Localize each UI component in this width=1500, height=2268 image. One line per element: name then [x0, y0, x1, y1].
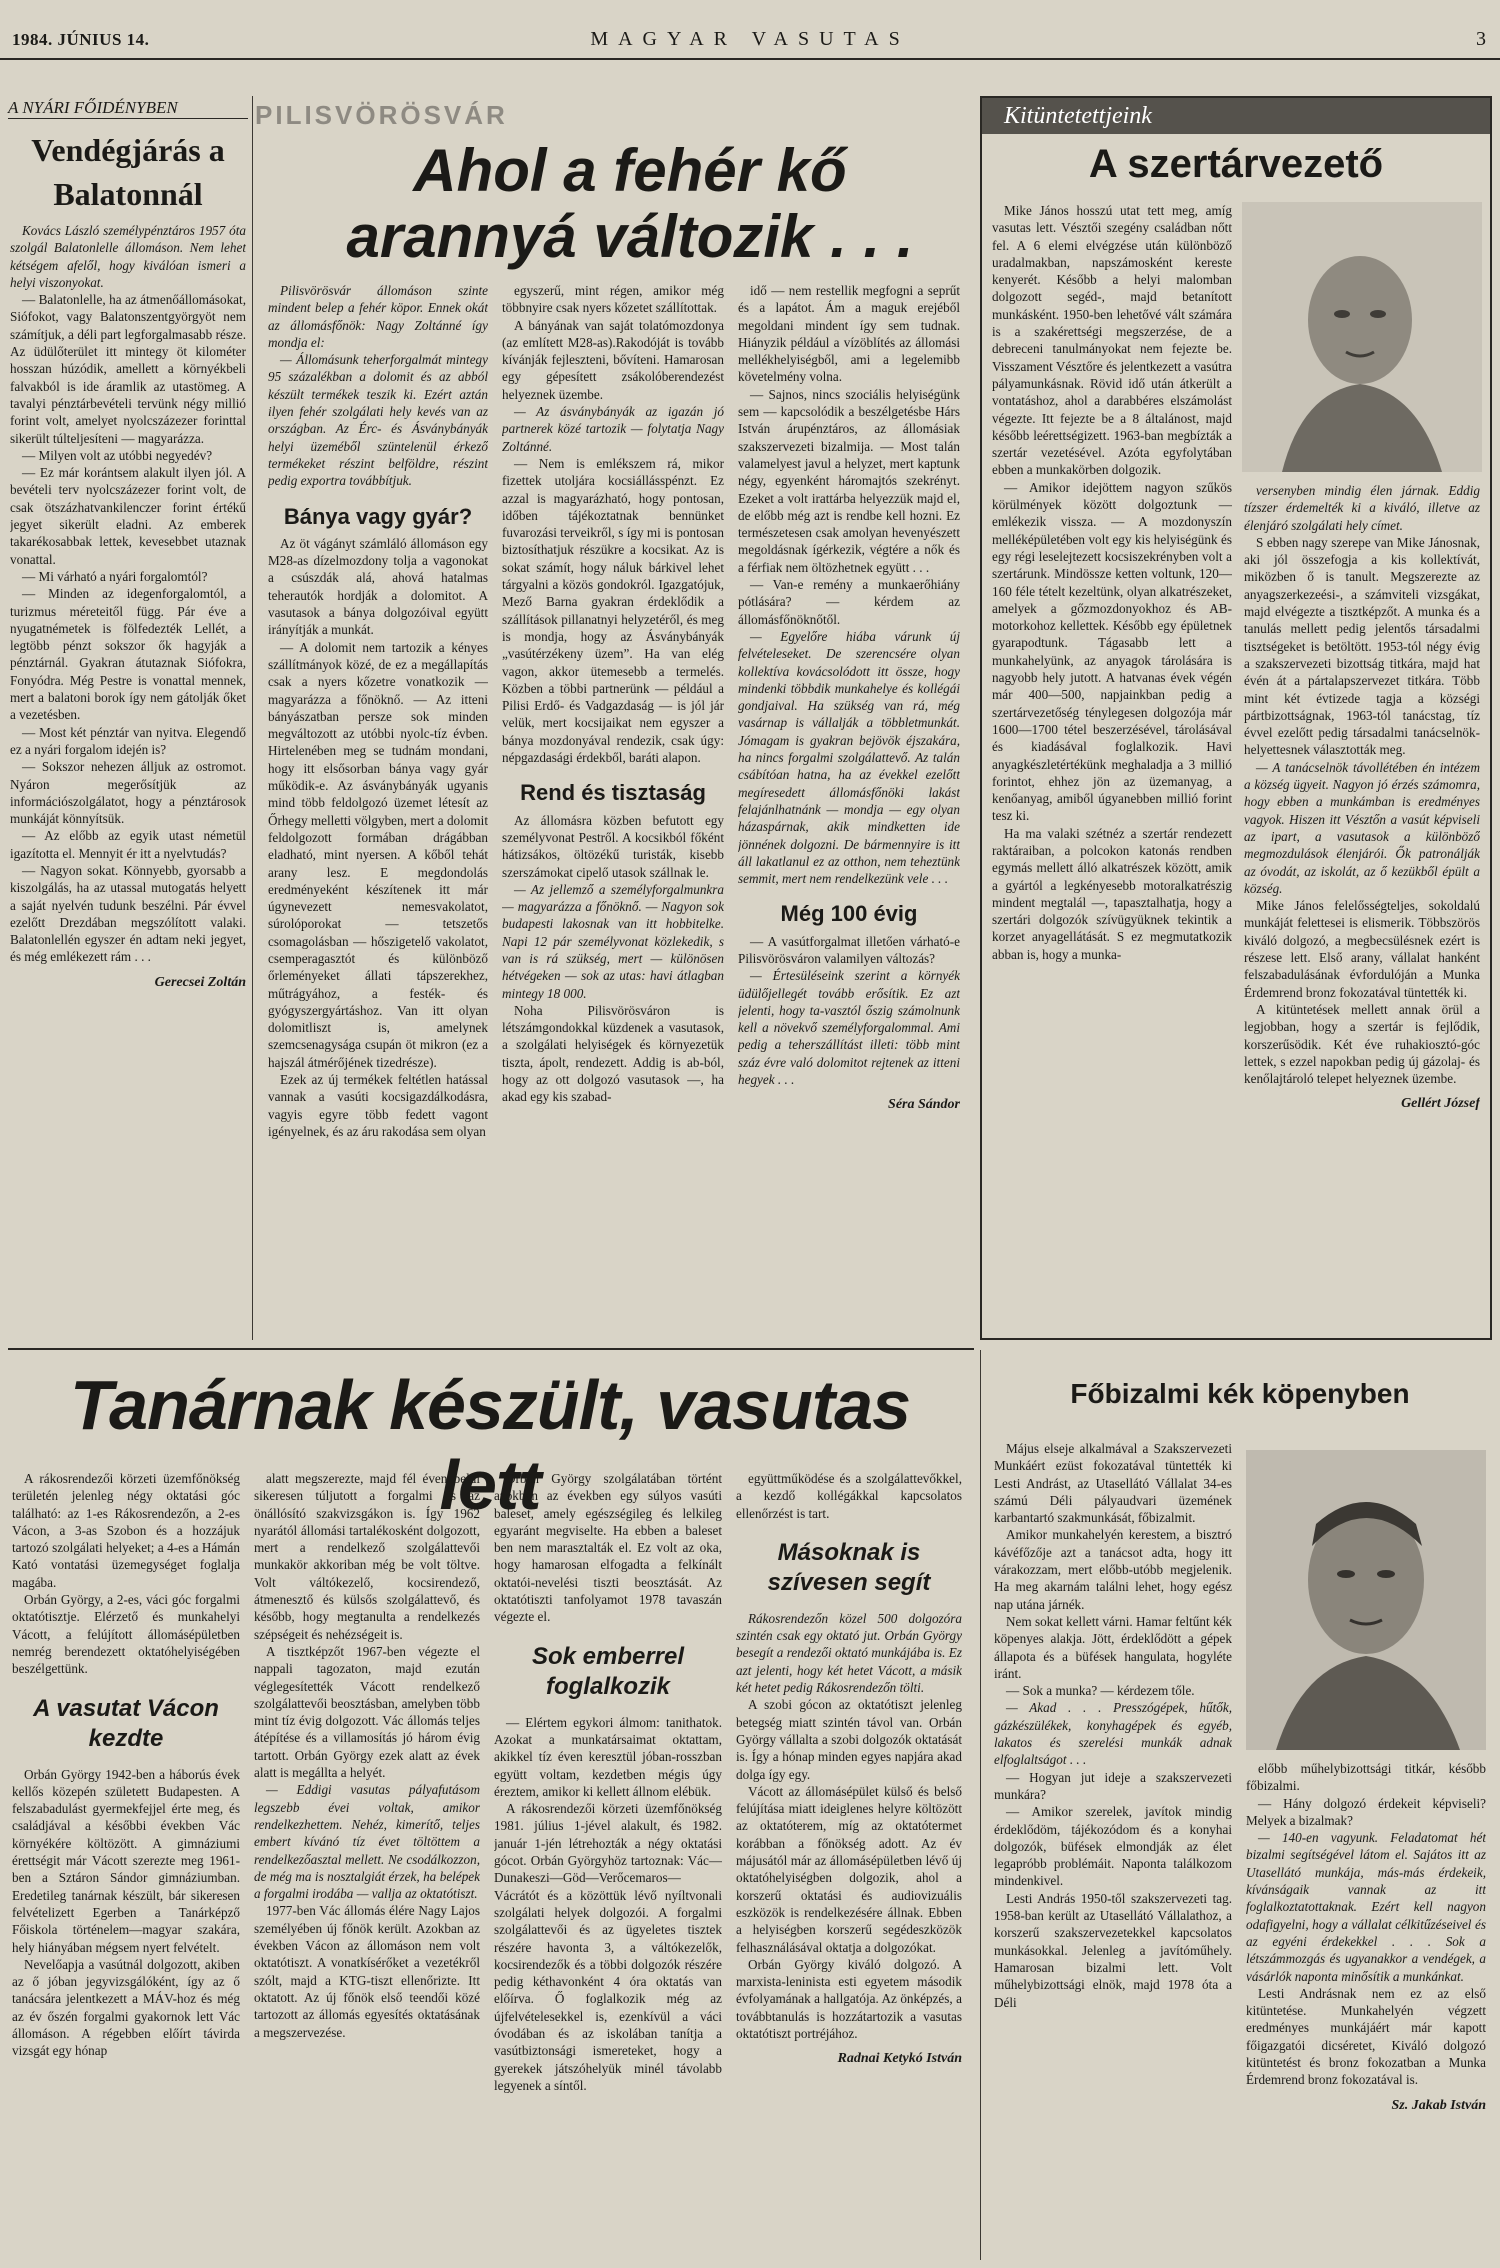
story2-paragraph: — Állomásunk teherforgalmát mintegy 95 százalékban a dolomit és az abból készült termékek teszik ki. Ezért aztán ilyen fehér szolgálati hely kevés van az országban. Az Érc- és Ásványbányák helyi üzeméből szüntelenül érkező termékeket részint belföldre, részint pedig exportra továbbítjuk. — [268, 352, 488, 489]
story1-headline: Vendégjárás a Balatonnál — [31, 132, 225, 212]
story2-column-3 — [738, 282, 960, 1337]
box-paragraph: — Amikor idejöttem nagyon szűkös körülmények között dolgoztunk — emlékezik vissza. — A mozdonyszín melléképületében volt egy kis helyiségünk és egy régi leselejtezett kocsiszekrényben volt a szertárunk. Mindössze ketten voltunk, 120—160 féle tételt kezeltünk, olyan alkatrészeket, amelyek a gőzmozdonyokhoz és AB-motorkohoz kellettek. Később egy épületnek gyarapodtunk. Tágasabb lett a munkahelyünk, az anyagok tárolására is nagyobb hely jutott. A hatvanas évek végén már 400—500, napjainkban pedig a szertárvezetőség ténylegesen dolgozója már 1600—1700 tétel beszerzésével, tárolásával és kiadásával foglalkozik. Havi anyagkészletértékünk meghaladja a 3 millió forintot, ehhez jön az üzemanyag, a kenőanyag, amiből úgyanebben millió forint tesz ki. — [992, 479, 1232, 824]
portrait-photo-2 — [1246, 1450, 1486, 1750]
box2-paragraph: előbb műhelybizottsági titkár, később főbizalmi. — [1246, 1761, 1486, 1794]
story1-paragraph: — Nagyon sokat. Könnyebb, gyorsabb a kiszolgálás, ha az utassal mutogatás helyett a saját nyelvén tudunk beszélni. Pár évvel ezelőtt Drezdában megszólított valaki. Balatonlellén egyszer én adtam neki jegyet, és még emlékezett rám . . . — [10, 862, 246, 965]
story1-paragraph: — Mi várható a nyári forgalomtól? — [22, 568, 208, 584]
story2-paragraph: — A dolomit nem tartozik a kényes szállítmányok közé, de ez a megállapítás csak a nyers kőzetre vonatkozik — magyarázza a főnöknő. — Az itteni bányászatban persze sok minden megváltozott az utóbbi nyolc-tíz évben. Hirtelenében meg se tudnám mondani, hogy itt elsősorban bánya vagy gyár működik-e. Az ásványbányák ugyanis mind több feldolgozó üzemet létesít az Őrhegy melletti völgyben, mert a dolomit feldolgozott formában drágábban eladható, mint nyersen. A kőből tehát arany lesz. E megdondolás eredményeként készítenek itt már úgynevezett nemesvakolatot, súrolóporokat — tetszetős csomagolásban — hőszigetelő vakolatot, csemperagasztót és különböző őrleményeket állati tápszerekhez, műtrágyához, a festék- és gyógyszergyártáshoz. Van itt olyan dolomitliszt is, amelynek szemcsenagysága csupán öt mikron (ez a hajszál átmérőjének tizedrésze). — [268, 639, 488, 1070]
box2-paragraph: — Amikor szerelek, javítok mindig érdeklődöm, tájékozódom és a konyhai dolgozók, büfések elmondják az élet legapróbb problémáit. Naponta találkozom mindenkivel. — [994, 1804, 1232, 1889]
story3-column-4 — [736, 1470, 962, 2260]
story2-subhead-3: Még 100 évig — [780, 901, 918, 927]
story3-paragraph: együttműködése és a szolgálattevőkkel, a kezdő kollégákkal kapcsolatos ellenőrzést is tart. — [736, 1471, 962, 1521]
box2-headline: Főbizalmi kék köpenyben — [1070, 1378, 1410, 1409]
story3-paragraph: A rákosrendezői körzeti üzemfőnökség területén jelenleg négy oktatási góc található: az 1-es Rákosrendezőn, a 2-es Vácon, a 3-as Szobon és a hozzájuk tartozó szolgálati helyeket; a 4-es a Hámán Kató vontatási üzemegységet foglalja magába. — [12, 1471, 240, 1590]
story1-author: Gerecsei Zoltán — [154, 974, 246, 990]
story3-paragraph: Vácott az állomásépület külső és belső felújítása miatt ideiglenes helyre költözött az oktatóterem, míg az oktatótermet korábban a főnökség adott. Az év májusától már az állomásépületben lévő új oktatóhelyiségben dolgozik, ahol a korszerű oktatási és audiovizuális eszközök is rendelkezésére állnak. Ebben a helyiségben korszerű segédeszközök felhasználásával oktatja a dolgozókat. — [736, 1783, 962, 1955]
box-column-1 — [992, 202, 1232, 1330]
column-rule — [252, 96, 253, 1340]
story2-author: Séra Sándor — [888, 1097, 960, 1113]
story1-paragraph: — Ez már korántsem alakult ilyen jól. A bevételi terv nyolcszázezer forint volt, de csak ötszázhatvankilenczer forint értékű jegyet sikerült eladni. Az emberek takarékosabbak lettek, kevesebbet utaznak vonattal. — [10, 465, 246, 567]
box-kicker: Kitüntetettjeink — [982, 98, 1490, 134]
story2-paragraph: Az öt vágányt számláló állomáson egy M28-as dízelmozdony tolja a vagonokat a csúszdák alá, ahová hatalmas teherautók hordják a dolomitot. A vasutasok a bánya dolgozóival együtt irányítják a munkát. — [268, 535, 488, 638]
paper-title: MAGYAR VASUTAS — [590, 28, 910, 50]
box2-paragraph: Nem sokat kellett várni. Hamar feltűnt kék köpenyes alakja. Jött, érdeklődött a gépek állapota és a büfések hangulata, hogyléte iránt. — [994, 1613, 1232, 1681]
box2-column-2 — [1246, 1760, 1486, 2260]
story2-paragraph: Pilisvörösvár állomáson szinte mindent belep a fehér köpor. Ennek okát az állomásfőnök: Nagy Zoltánné így mondja el: — [268, 283, 488, 350]
story3-column-2 — [254, 1470, 480, 2260]
story2-subhead-2: Rend és tisztaság — [520, 780, 706, 806]
page-number: 3 — [1476, 28, 1486, 50]
story3-author: Radnai Ketykó István — [837, 2051, 962, 2067]
story3-paragraph: alatt megszerezte, majd fél éven belül sikeresen túljutott a forgalmi és az önállósító szakvizsgákon is. Így 1962 nyarától állomási tartalékosként dolgozott, mert a rendelkező szolgálattevői munkakör akkoriban még be volt töltve. Volt váltókezelő, kocsirendező, átmenesztő és külsős szolgálattevő, és később, hogy megtanulta a rendelkezés szépségeit és nehézségeit is. — [254, 1471, 480, 1642]
story3-paragraph: — Eddigi vasutas pályafutásom legszebb évei voltak, amikor rendelkezhettem. Nehéz, kimerítő, teljes embert kívánó tíz évet töltöttem a rendelkezőasztal mellett. Ne csodálkozzon, de még ma is nosztalgiát érzek, ha belépek a forgalmi irodába — vallja az oktatótiszt. — [254, 1782, 480, 1902]
story1-paragraph: — Sokszor nehezen álljuk az ostromot. Nyáron megerősítjük az információszolgálatot, hogy a pénztárosok munkáját könnyítsük. — [10, 759, 246, 827]
story1-paragraph: Kovács László személypénztáros 1957 óta szolgál Balatonlelle állomáson. Nem lehet kétségem afelől, hogy kiválóan ismeri a helyi viszonyokat. — [10, 223, 246, 290]
story2-paragraph: Noha Pilisvörösváron is létszámgondokkal küzdenek a vasutasok, a szolgálati helyiségek és környezetük tiszta, ápolt, rendezett. Addig is ab-ból, hogy az ott dolgozó vasutasok —, ha akad egy kis szabad- — [502, 1002, 724, 1105]
box2-paragraph: Amikor munkahelyén kerestem, a bisztró kávéfőzője azt a tanácsot adta, hogy itt várakozzam, mert előbb-utóbb megjelenik. Ha meg akarnám találni lehet, hogy egész nap utána járnék. — [994, 1527, 1232, 1612]
section-rule — [8, 1348, 974, 1350]
story2-paragraph: Ezek az új termékek feltétlen hatással vannak a vasúti kocsigazdálkodásra, vagyis egyre több fedett vagont igényelnek, és az áru rakodása sem olyan — [268, 1072, 488, 1139]
story1-paragraph: — Minden az idegenforgalomtól, a turizmus méreteitől függ. Pár éve a nyugatnémetek is fölfedezték Lellét, a legtöbb pénzt sokszor ők hagyják a pénztárnál. Gyakran átutaznak Siófokra, Fonyódra. Még Pestre is vonattal mennek, mert a balatoni borok így nem gátolják őket a vezetésben. — [10, 586, 246, 723]
box-paragraph: Mike János felelősségteljes, sokoldalú munkáját felettesei is elismerik. Többszörös kiváló dolgozó, a megbecsülésnek ezért is részese lett. Első arany, vállalat hanként felszabadulásának évfordulóján a Munka Érdemrend bronz fokozatával tüntették ki. — [1244, 898, 1480, 1000]
box2-author: Sz. Jakab István — [1391, 2097, 1486, 2113]
story3-paragraph: A szobi gócon az oktatótiszt jelenleg betegség miatt szintén távol van. Orbán György vállalta a szobi dolgozók oktatását is. Így a hónap minden egyes napjára akad dolga így egy. — [736, 1697, 962, 1782]
story3-column-1 — [12, 1470, 240, 2260]
page-header — [0, 22, 1500, 60]
story2-kicker: PILISVÖRÖSVÁR — [255, 100, 508, 130]
box2-paragraph: — Hogyan jut ideje a szakszervezeti munkára? — [994, 1769, 1232, 1802]
box-headline: A szertárvezető — [1088, 142, 1384, 186]
story3-paragraph: 1977-ben Vác állomás élére Nagy Lajos személyében új főnök került. Azokban az években Vácon az állomáson nem volt oktatótiszt. A vonatkísérőket a vezetékről szólt, majd a KTG-tiszt ellenőrizte. Itt oktatott. Az új főnök első teendői közé tartozott az állomás egyesítés oktatásának a megszervezése. — [254, 1903, 480, 2040]
story2-paragraph: — Sajnos, nincs szociális helyiségünk sem — kapcsolódik a beszélgetésbe Hárs István árupénztáros, az állomásiak szakszervezeti bizalmija. — Most talán valamelyest javul a helyzet, mert kaptunk négy, egyenként háromajtós szekrényt. Ezeket a volt irattárba helyezzük majd el, de előbb még azt is rendbe kell hozni. Ez természetesen csak amolyan hevenyészett megoldásnak ígérkezik, végtére a nők és a férfiak nem öltözhetnek együtt . . . — [738, 386, 960, 575]
box2-paragraph: Május elseje alkalmával a Szakszervezeti Munkáért ezüst fokozatával tüntették ki Lesti Andrást, az Utasellátó Vállalat 34-es számú Déli pályaudvari üzemének karbantartó szakmunkását, főbizalmit. — [994, 1441, 1232, 1526]
story2-headline: Ahol a fehér kő arannyá változik . . . — [346, 137, 914, 270]
story1-paragraph: — Milyen volt az utóbbi negyedév? — [22, 447, 213, 463]
story3-paragraph: Nevelőapja a vasútnál dolgozott, akiben az ő jóban jegyvizsgálóként, így az ő tanácsára jelentkezett a MÁV-hoz és még az év őszén forgalmi gyakornok lett Vác állomáson. A régebben előírt távirda vizsgát egy hónap — [12, 1956, 240, 2059]
story1-paragraph: — Balatonlelle, ha az átmenőállomásokat, Siófokot, vagy Balatonszentgyörgyöt nem számítjuk, a déli part legforgalmasabb része. Az üdülőterület itt mintegy öt kilométer hosszan húzódik, amellett a környékbeli falvakból is ide áramlik az utastömeg. A tavalyi pénztárbevételi tervünk négy millió forint volt, amelyet nyolcszázezer forinttal sikerült túlteljesíteni — magyarázza. — [10, 292, 246, 446]
box-paragraph: S ebben nagy szerepe van Mike Jánosnak, aki jól összefogja a kis kollektívát, miközben ő is tanult. Megszerezte az anyagszerkezeési-, a számviteli vizsgákat, majd elvégezte a tisztképzőt. A munka és a tanulás mellett pedig jelentős társadalmi tisztségeket is betöltött. 1953-tól négy évig a szakszervezeti bizottság titkára, majd hat évén át a pártalapszervezet titkára. Több mint két évtizede tagja a községi pártbizottságnak, 1963-tól tanácstag, tíz évvel ezelőtt pedig társadalmi tanácselnök-helyettesnek választották meg. — [1244, 534, 1480, 758]
story2-paragraph: — Értesüléseink szerint a környék üdülőjellegét tovább erősítik. Ez azt jelenti, hogy ta-vasztól őszig számolnunk kell a növekvő személyforgalommal. Ami pedig a teherszállítást illeti: több mint száz évre való dolomitot rejtenek az itteni hegyek . . . — [738, 968, 960, 1088]
story2-paragraph: — Egyelőre hiába várunk új felvételeseket. De szerencsére olyan kollektíva kovácsolódott itt össze, hogy mindenki többdik munkahelye és kollégái gondjaival. Ha szükség van rá, még vasárnap is vállalják a többletmunkát. Jómagam is gyakran bejövök éjszakára, ha nincs forgalmi szolgálattevő. Az talán csábítóan hatna, ha az évekkel ezelőtt megíresedett állomásfőnöki lakást felajánlhatnánk — mondja — egy olyan házaspárnak, akik mindketten ide jönnének dolgozni. De bármennyire is itt áll lakatlanul ez az otthon, nem teheztünk semmit, mert nem rendelkezünk vele . . . — [738, 628, 960, 887]
story3-subhead-1: A vasutat Vácon kezdte — [33, 1694, 219, 1752]
story3-paragraph: A rákosrendezői körzeti üzemfőnökség 1981. július 1-jével alakult, és 1982. január 1-jén létrehozták a négy oktatási gócot. Orbán Györgyhöz tartoznak: Vác—Dunakeszi—Göd—Verőcemaros—Vácrátót és a közöttük lévő nyíltvonali szolgálati helyek dolgozói. A forgalmi szolgálattevői és az ügyeletes tisztek részére havonta 3, a váltókezelők, kocsirendezők és a többi dolgozók részére pedig kéthavonként 4 óra oktatás van előírva. Ő foglalkozik még az újfelvételesekkel is, ezenkívül a váci óvodában és az iskolában tanítja a vasútbiztonsági ismereteket, hogy a gyerekek játszóhelyük minél távolabb legyenek a síntől. — [494, 1801, 722, 2093]
portrait-illustration — [1242, 202, 1482, 472]
box2-paragraph: Lesti András 1950-től szakszervezeti tag. 1958-ban került az Utasellátó Vállalathoz, a korszerű szakszervezetekkel kapcsolatos munkásokkal. Jelenleg a javítóműhely. Hamarosan bizalmi lett. Volt műhelybizottsági elnök, majd 1978 óta a Déli — [994, 1890, 1232, 2010]
story2-paragraph: A bányának van saját tolatómozdonya (az említett M28-as).Rakodóját is tovább kívánják fejleszteni, bővíteni. Hamarosan egy gépesített zsákolóberendezést helyeznek üzembe. — [502, 317, 724, 402]
story2-paragraph: — Van-e remény a munkaerőhiány pótlására? — kérdem az állomásfőnöknőtől. — [738, 577, 960, 627]
portrait-illustration-2 — [1246, 1450, 1486, 1750]
story2-paragraph: egyszerű, mint régen, amikor még többnyire csak nyers kőzetet szállítottak. — [502, 283, 724, 316]
story3-column-3 — [494, 1470, 722, 2260]
story2-paragraph: — Az jellemző a személyforgalmunkra — magyarázza a főnöknő. — Nagyon sok budapesti lakosnak van itt hobbitelke. Napi 12 pár személyvonat közlekedik, s van is rá szükség, mert — különösen hétvégeken — sok az utas: havi átlagban mintegy 18 000. — [502, 881, 724, 1001]
box-paragraph: A kitüntetések mellett annak örül a legjobban, hogy a szertár is fejlődik, korszerűsödik. Két éve ruhakiosztó-góc lettek, s ezzel napokban pedig új gázolaj- és kenőlajtároló telepet helyeznek üzembe. — [1244, 1001, 1480, 1087]
story1-paragraph: — Most két pénztár van nyitva. Elegendő ez a nyári forgalom idején is? — [10, 724, 246, 757]
story2-paragraph: — Nem is emlékszem rá, mikor fizettek utoljára kocsiállásspénzt. Ez azzal is magyarázható, hogy pontosan, időben tájékoztatnak bennünket fuvarozási terveikről, s így mi is pontosan biztosíthatjuk részükre a kocsikat. Az is sokat számít, hogy náluk bárkivel lehet tárgyalni a közös gondokról. Igazgatójuk, Mező Barna gyakran érdeklődik a szállítások pillanatnyi helyzetéről, és meg is mondja, hogy az Ásványbányák „vasútérzékeny üzem”. Ha van elég vagon, akkor ütemesebb a termelés. Közben a többi partnerünk — például a Pilisi Erdő- és Vadgazdaság — is jól jár velük, mert kocsijaikat nem egyszer a bánya mozdonyával rendezik, csak úgy: népgazdasági érdekből, baráti alapon. — [502, 455, 724, 766]
issue-date: 1984. JÚNIUS 14. — [12, 30, 150, 49]
story2-paragraph: — Az ásványbányák az igazán jó partnerek közé tartozik — folytatja Nagy Zoltánné. — [502, 404, 724, 454]
story1-kicker: A NYÁRI FŐIDÉNYBEN — [8, 98, 248, 119]
story3-paragraph: Orbán György 1942-ben a háborús évek kellős közepén született Budapesten. A felszabadulást gyermekfejjel érte meg, és családjával a későbbi években Vác környékére költözött. A gimnáziumi érettségit már Vácott szerezte meg 1961-ben a Sztáron Sándor gimnáziumban. Eredetileg tanárnak készült, bár sikeresen felvételizett Egerben a Tanárképző Főiskola történelem—magyar szakára, hely hiányában mégsem nyert felvételt. — [12, 1766, 240, 1955]
box2-paragraph: — Sok a munka? — kérdezem tőle. — [1006, 1683, 1195, 1699]
story3-paragraph: Orbán György, a 2-es, váci góc forgalmi oktatótisztje. Elérzető és munkahelyi Vácott, a felújított állomásépületben nemrég berendezett oktatóhelyiségében beszélgettünk. — [12, 1592, 240, 1677]
story3-paragraph: Orbán György kiváló dolgozó. A marxista-leninista esti egyetem második évfolyamának a hallgatója. Az önképzés, a továbbtanulás is hozzátartozik a vasutas oktatótiszt portréjához. — [736, 1956, 962, 2042]
story3-paragraph: A tisztképzőt 1967-ben végezte el nappali tagozaton, majd ezután véglegesítették Vácott rendelkező szolgálattevői beosztásban, amelyben több mint tíz évig dolgozott. Vác állomás teljes átépítése és a villamosítás jó három évig tartott. Orbán György ezek alatt az évek alatt is megállta a helyét. — [254, 1643, 480, 1781]
story2-paragraph: — A vasútforgalmat illetően várható-e Pilisvörösváron valamilyen változás? — [738, 933, 960, 966]
box-column-2 — [1244, 482, 1480, 1330]
story3-paragraph: — Elértem egykori álmom: tanithatok. Azokat a munkatársaimat oktattam, akikkel tíz éven keresztül jóban-rosszban együtt voltam, kezdetben mégis úgy éreztem, amikor ki kellett állnom elébük. — [494, 1714, 722, 1799]
box2-paragraph: — 140-en vagyunk. Feladatomat hét bizalmi segítségével látom el. Sajátos itt az Utasellátó munkája, más-más érdekeik, kívánságaik vannak az itt foglalkoztatottaknak. Ezért kell nagyon odafigyelni, hogy a vállalat célkitűzéseivel és az egyéni érdekekkel . . . Sok a létszámmozgás és ugyanakkor a vendégek, a vásárlók naponta minősítik a munkánkat. — [1246, 1830, 1486, 1984]
story3-subhead-2: Sok emberrel foglalkozik — [531, 1642, 685, 1700]
box-paragraph: versenyben mindig élen járnak. Eddig tízszer érdemelték ki a kiváló, illetve az élenjáró szolgálati hely címet. — [1244, 483, 1480, 533]
story2-column-1 — [268, 282, 488, 1337]
story3-subhead-3: Másoknak is szívesen segít — [767, 1538, 931, 1596]
story1-paragraph: — Az előbb az egyik utast németül igazította el. Mennyit ér itt a nyelvtudás? — [10, 828, 246, 861]
story2-paragraph: idő — nem restellik megfogni a seprűt és a lapátot. Ám a maguk erejéből megoldani mindent így sem tudnak. Hiányzik például a vízöblítés az állomási mellékhelyiségből, ami a legelemibb követelmény volna. — [738, 283, 960, 385]
story3-headline: Tanárnak készült, vasutas lett — [69, 1366, 911, 1524]
story3-paragraph: Orbán György szolgálatában történt azokban az években egy súlyos vasúti baleset, amely egészségileg és lelkileg egyaránt megviselte. Ha ebben a baleset ben nem marasztalták el. Ez volt az oka, hogy hamarosan elfogadta a felkínált oktatói-nevelési tiszti beosztását. Az oktatótiszti tanfolyamot 1978 tavaszán végezte el. — [494, 1471, 722, 1625]
story2-subhead-1: Bánya vagy gyár? — [283, 503, 473, 529]
story2-paragraph: Az állomásra közben befutott egy személyvonat Pestről. A kocsikból főként hátizsákos, öltözékű turisták, kisebb szerszámokat cipelő utasok szállnak le. — [502, 812, 724, 880]
story1-body — [10, 222, 246, 1337]
portrait-photo — [1242, 202, 1482, 472]
box-author: Gellért József — [1401, 1096, 1480, 1112]
box2-column-1 — [994, 1440, 1232, 2260]
story3-paragraph: Rákosrendezőn közel 500 dolgozóra szintén csak egy oktató jut. Orbán György besegít a rendezői oktató munkájába is. Ez azt jelenti, hogy két hetet Vácott, a másik két hetet pedig Rákosrendezőn tölti. — [736, 1610, 962, 1696]
box-paragraph: — A tanácselnök távollétében én intézem a község ügyeit. Nagyon jó érzés számomra, hogy ebben a munkámban is eredményes vagyok. Hiszen itt Vésztőn a vasút képviseli az ipart, a vasutasok a különböző megmozdulások élenjárói. Ők patronálják az óvodát, az iskolát, az ő kezükből épült a község. — [1244, 759, 1480, 896]
box-paragraph: Mike János hosszú utat tett meg, amíg vasutas lett. Vésztői szegény családban nőtt fel. A 6 elemi elvégzése után különböző uradalmakban, napszámosként kereste kenyerét. Később a helyi malomban dolgozott segéd-, majd betanított munkásként. 1950-ben lehetővé vált számára is a szakérettségi megszerzése, de a debreceni tanulmányokat nem fejezte be. Visszament Vésztőre és jelentkezett a vasútra pályamunkásnak. Rövid idő után átkerült a vontatáshoz, ahol a darabbéres elszámolást végezte. Itt fejezte be a 8 általánost, majd később leérettségizett. 1963-ban megbízták a szertár vezetésével. Azóta egyfolytában ebben a munkakörben dolgozik. — [992, 203, 1232, 478]
box-story — [980, 96, 1492, 1340]
box2-paragraph: — Hány dolgozó érdekeit képviseli? Melyek a bizalmak? — [1246, 1795, 1486, 1828]
column-rule — [980, 1350, 981, 2260]
box-paragraph: Ha ma valaki szétnéz a szertár rendezett raktáraiban, a polcokon katonás rendben egymás mellett álló alkatrészek között, amik a gyártól a legkényesebb motoralkatrészig mindent megtalál —, tapasztalhatja, hogy a szertári dolgozók szívügyüknek tekintik a korzet anyagellátását. S ez megmutatkozik abban is, hogy a munka- — [992, 825, 1232, 962]
box2-paragraph: Lesti Andrásnak nem ez az első kitüntetése. Munkahelyén végzett eredményes munkájáért már kapott főigazgatói dicséretet, Kiváló dolgozó kitüntetést és bronz fokozatban a Munka Érdemrend bronz fokozatával is. — [1246, 1985, 1486, 2088]
box2-paragraph: — Akad . . . Presszógépek, hűtők, gázkészülékek, konyhagépek és egyéb, lakatos és szerelési munkák adnak elfoglaltságot . . . — [994, 1700, 1232, 1768]
story2-column-2 — [502, 282, 724, 1337]
